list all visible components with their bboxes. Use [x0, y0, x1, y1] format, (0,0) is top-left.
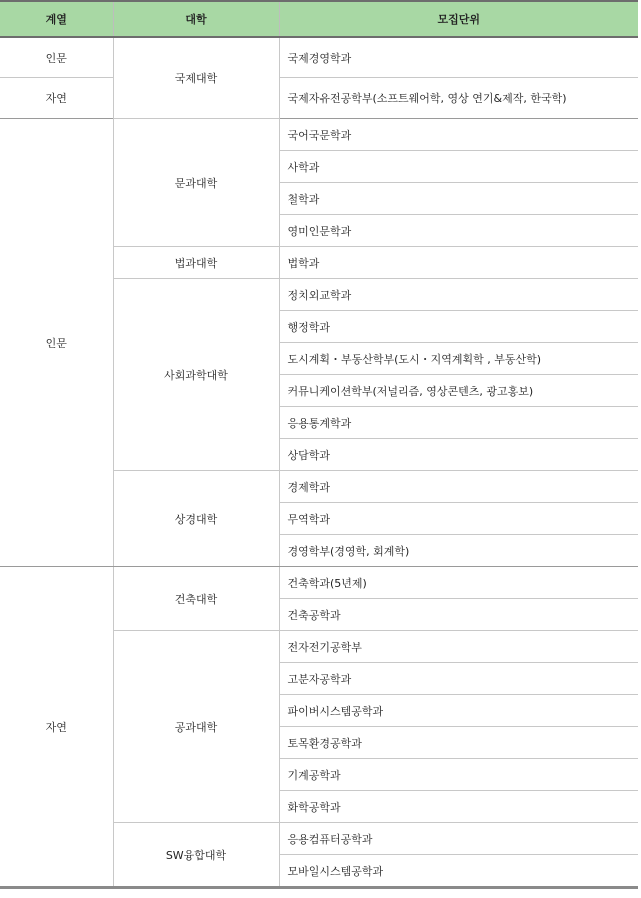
unit-cell: 모바일시스템공학과 — [279, 855, 638, 888]
unit-cell: 국어국문학과 — [279, 119, 638, 151]
college-cell: 사회과학대학 — [113, 279, 279, 471]
college-cell: 공과대학 — [113, 631, 279, 823]
unit-cell: 파이버시스템공학과 — [279, 695, 638, 727]
college-cell: SW융합대학 — [113, 823, 279, 888]
table-row — [0, 119, 638, 151]
table-header-row — [0, 1, 638, 37]
category-cell: 인문 — [0, 119, 113, 567]
unit-cell: 정치외교학과 — [279, 279, 638, 311]
unit-cell: 건축공학과 — [279, 599, 638, 631]
unit-cell: 커뮤니케이션학부(저널리즘, 영상콘텐츠, 광고홍보) — [279, 375, 638, 407]
unit-cell: 행정학과 — [279, 311, 638, 343]
unit-cell: 도시계획・부동산학부(도시・지역계획학 , 부동산학) — [279, 343, 638, 375]
unit-cell: 상담학과 — [279, 439, 638, 471]
category-cell: 자연 — [0, 567, 113, 888]
college-cell: 상경대학 — [113, 471, 279, 567]
unit-cell: 응용컴퓨터공학과 — [279, 823, 638, 855]
unit-cell: 경영학부(경영학, 회계학) — [279, 535, 638, 567]
unit-cell: 건축학과(5년제) — [279, 567, 638, 599]
category-cell: 자연 — [0, 78, 113, 119]
unit-cell: 무역학과 — [279, 503, 638, 535]
unit-cell: 전자전기공학부 — [279, 631, 638, 663]
table-row — [0, 78, 638, 119]
college-cell: 문과대학 — [113, 119, 279, 247]
header-category: 계열 — [0, 1, 113, 37]
unit-cell: 철학과 — [279, 183, 638, 215]
unit-cell: 국제자유전공학부(소프트웨어학, 영상 연기&제작, 한국학) — [279, 78, 638, 119]
unit-cell: 기계공학과 — [279, 759, 638, 791]
unit-cell: 사학과 — [279, 151, 638, 183]
header-unit: 모집단위 — [279, 1, 638, 37]
college-cell: 건축대학 — [113, 567, 279, 631]
unit-cell: 토목환경공학과 — [279, 727, 638, 759]
unit-cell: 응용통계학과 — [279, 407, 638, 439]
unit-cell: 경제학과 — [279, 471, 638, 503]
unit-cell: 화학공학과 — [279, 791, 638, 823]
college-cell: 법과대학 — [113, 247, 279, 279]
unit-cell: 고분자공학과 — [279, 663, 638, 695]
unit-cell: 법학과 — [279, 247, 638, 279]
unit-cell: 국제경영학과 — [279, 37, 638, 78]
college-cell: 국제대학 — [113, 37, 279, 119]
header-college: 대학 — [113, 1, 279, 37]
unit-cell: 영미인문학과 — [279, 215, 638, 247]
table-row — [0, 567, 638, 599]
category-cell: 인문 — [0, 37, 113, 78]
table-row — [0, 37, 638, 78]
